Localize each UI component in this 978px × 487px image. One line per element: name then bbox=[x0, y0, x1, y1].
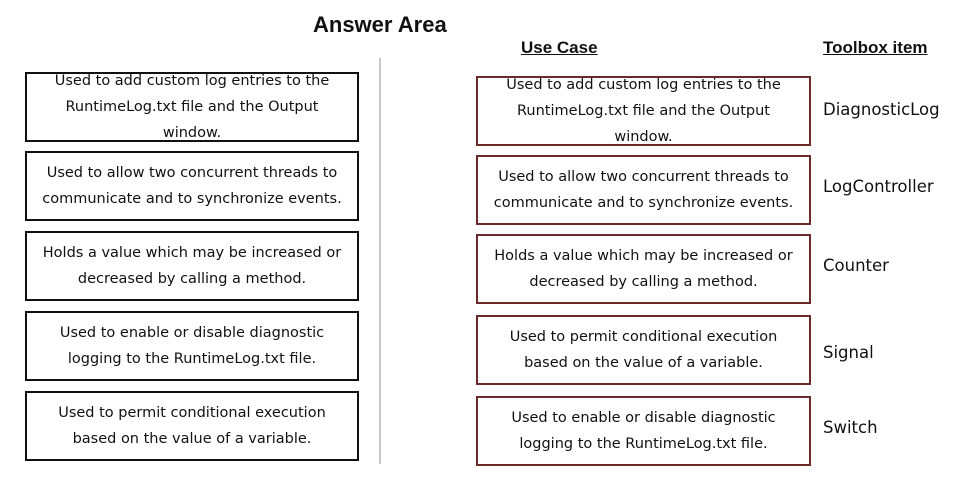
source-item-concurrent-threads[interactable]: Used to allow two concurrent threads to communicate and to synchronize events. bbox=[25, 151, 359, 221]
answer-area-title: Answer Area bbox=[313, 12, 447, 37]
source-item-custom-log[interactable]: Used to add custom log entries to the RuntimeLog.txt file and the Output window. bbox=[25, 72, 359, 142]
toolbox-item-switch: Switch bbox=[823, 418, 878, 437]
toolbox-item-counter: Counter bbox=[823, 256, 889, 275]
toolbox-item-header: Toolbox item bbox=[823, 38, 928, 57]
use-case-slot-logcontroller[interactable]: Used to allow two concurrent threads to communicate and to synchronize events. bbox=[476, 155, 811, 225]
source-item-conditional-execution[interactable]: Used to permit conditional execution based on the value of a variable. bbox=[25, 391, 359, 461]
column-divider bbox=[379, 58, 381, 464]
source-item-diagnostic-logging[interactable]: Used to enable or disable diagnostic logging to the RuntimeLog.txt file. bbox=[25, 311, 359, 381]
use-case-slot-signal[interactable]: Used to permit conditional execution based on the value of a variable. bbox=[476, 315, 811, 385]
use-case-slot-counter[interactable]: Holds a value which may be increased or decreased by calling a method. bbox=[476, 234, 811, 304]
use-case-slot-switch[interactable]: Used to enable or disable diagnostic logging to the RuntimeLog.txt file. bbox=[476, 396, 811, 466]
use-case-slot-diagnosticlog[interactable]: Used to add custom log entries to the RuntimeLog.txt file and the Output window. bbox=[476, 76, 811, 146]
toolbox-item-logcontroller: LogController bbox=[823, 177, 934, 196]
toolbox-item-diagnosticlog: DiagnosticLog bbox=[823, 100, 940, 119]
use-case-header: Use Case bbox=[521, 38, 598, 57]
source-item-counter-value[interactable]: Holds a value which may be increased or decreased by calling a method. bbox=[25, 231, 359, 301]
toolbox-item-signal: Signal bbox=[823, 343, 874, 362]
